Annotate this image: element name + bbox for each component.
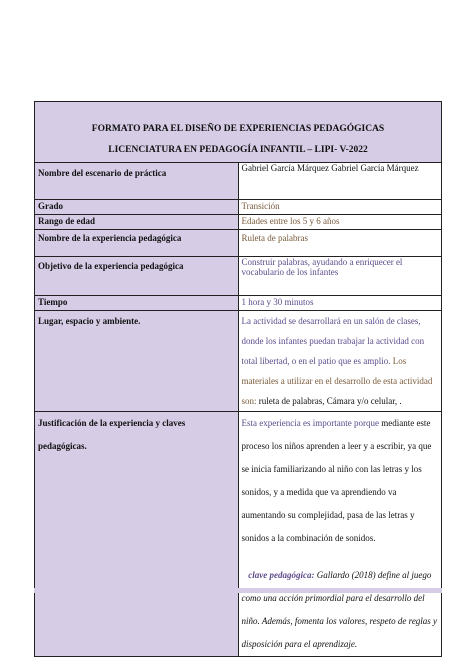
value-grado: Transición [238, 200, 442, 215]
row-tiempo [35, 296, 442, 311]
value-escenario: Gabriel García Márquez Gabriel García Márquez [238, 163, 442, 200]
value-experiencia: Ruleta de palabras [238, 230, 442, 257]
label-grado: Grado [35, 200, 239, 215]
label-lugar: Lugar, espacio y ambiente. [35, 311, 239, 412]
row-edad [35, 215, 442, 230]
title-cell [35, 102, 442, 163]
label-justificacion: Justificación de la experiencia y claves pedagógicas. [35, 412, 239, 657]
value-lugar [238, 311, 442, 412]
row-objetivo [35, 257, 442, 296]
label-tiempo: Tiempo [35, 296, 239, 311]
lugar-paragraph-1: La actividad se desarrollará en un salón de clases, donde los infantes puedan trabajar la actividad con total libertad, o en el patio que es amplio. [241, 316, 425, 366]
label-experiencia: Nombre de la experiencia pedagógica [35, 230, 239, 257]
document-subtitle: LICENCIATURA EN PEDAGOGÍA INFANTIL – LIPI- V-2022 [108, 145, 368, 155]
title-row [35, 102, 442, 163]
justificacion-paragraph-1a: Esta experiencia es importante porque [241, 418, 382, 428]
row-grado [35, 200, 442, 215]
row-justificacion [35, 412, 442, 657]
clave-pedagogica-label: clave pedagógica: [248, 570, 315, 580]
lugar-paragraph-2b: ruleta de palabras, Cámara y/o celular, . [258, 396, 402, 406]
row-escenario [35, 163, 442, 200]
row-experiencia [35, 230, 442, 257]
label-escenario: Nombre del escenario de práctica [35, 163, 239, 200]
value-objetivo: Construir palabras, ayudando a enriquecer el vocabulario de los infantes [238, 257, 442, 296]
bottom-bar [34, 588, 442, 593]
pedagogical-format-table [34, 101, 442, 657]
clave-pedagogica-text: Gallardo (2018) define al juego como una acción primordial para el desarrollo del niño. Además, fomenta los valores, respeto de reglas y disposición para el aprendizaje. [241, 570, 438, 649]
value-justificacion [238, 412, 442, 657]
label-objetivo: Objetivo de la experiencia pedagógica [35, 257, 239, 296]
clave-pedagogica [242, 570, 438, 649]
value-edad: Edades entre los 5 y 6 años [238, 215, 442, 230]
lugar-paragraph-2a: Los materiales a utilizar en el desarrollo de esta actividad son: [241, 356, 433, 406]
justificacion-paragraph-1b: mediante este proceso los niños aprenden a leer y a escribir, ya que se inicia familiarizando al niño con las letras y los sonidos, y a medida que va aprendiendo va aumentando su complejidad, pasa de las letras y sonidos a la combinación de sonidos. [241, 418, 432, 543]
document-title: FORMATO PARA EL DISEÑO DE EXPERIENCIAS PEDAGÓGICAS [91, 124, 385, 134]
label-edad: Rango de edad [35, 215, 239, 230]
row-lugar [35, 311, 442, 412]
value-tiempo: 1 hora y 30 minutos [238, 296, 442, 311]
